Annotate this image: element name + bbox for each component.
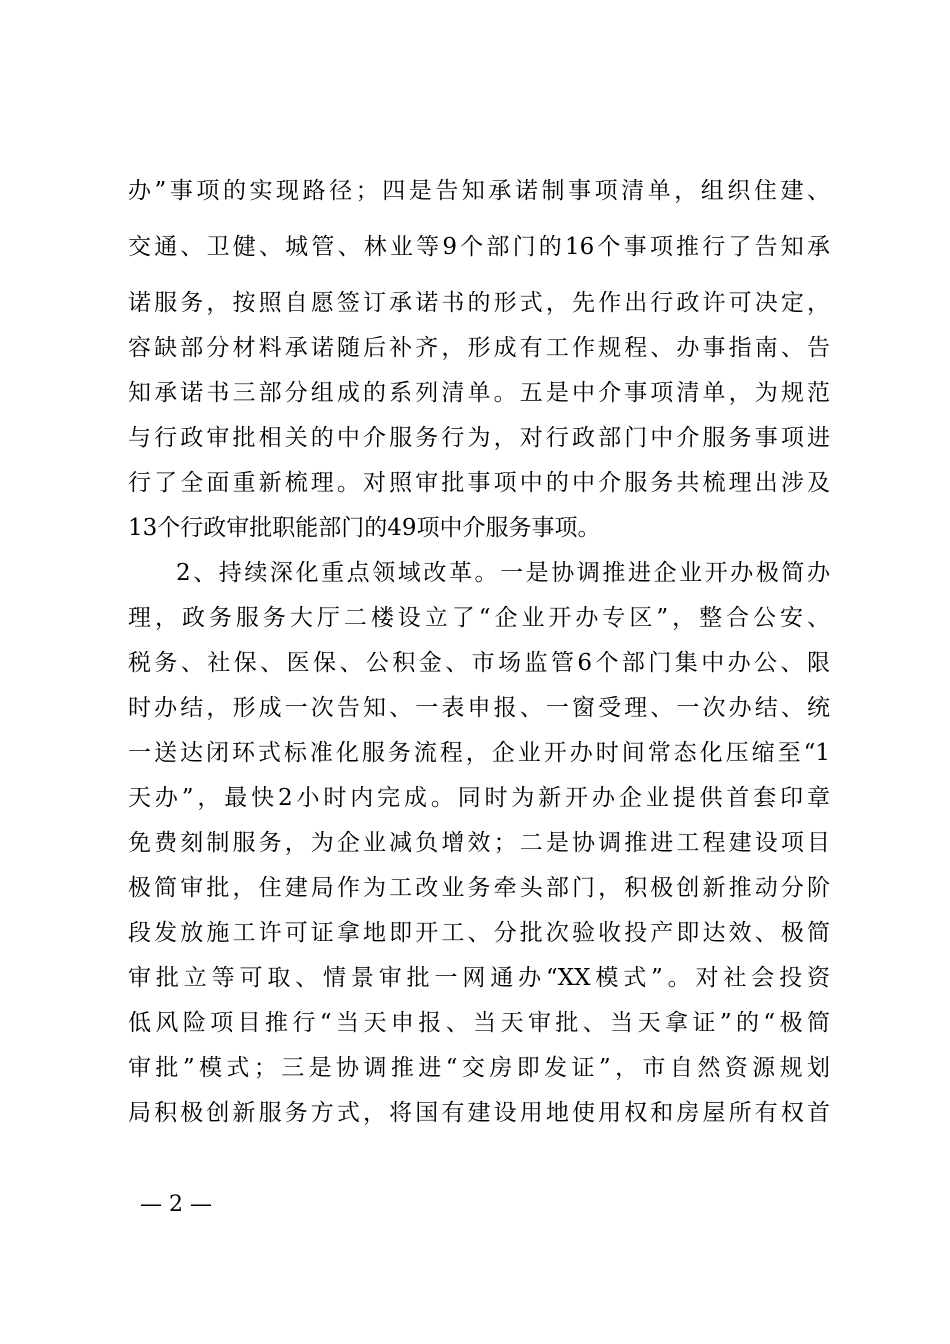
paragraph-1-line-5: 知承诺书三部分组成的系列清单。五是中介事项清单，为规范 — [128, 380, 830, 406]
paragraph-2-line-7: 免费刻制服务，为企业减负增效；二是协调推进工程建设项目 — [128, 830, 830, 856]
paragraph-2-line-8: 极简审批，住建局作为工改业务牵头部门，积极创新推动分阶 — [128, 875, 830, 901]
paragraph-1-line-8: 13个行政审批职能部门的49项中介服务事项。 — [128, 515, 601, 541]
paragraph-1-line-3: 诺服务，按照自愿签订承诺书的形式，先作出行政许可决定， — [128, 290, 830, 316]
paragraph-2-line-13: 局积极创新服务方式，将国有建设用地使用权和房屋所有权首 — [128, 1100, 830, 1126]
paragraph-1-line-2: 交通、卫健、城管、林业等9个部门的16个事项推行了告知承 — [128, 234, 830, 260]
paragraph-2-line-9: 段发放施工许可证拿地即开工、分批次验收投产即达效、极简 — [128, 920, 830, 946]
paragraph-2-line-4: 时办结，形成一次告知、一表申报、一窗受理、一次办结、统 — [128, 695, 830, 721]
paragraph-2-line-3: 税务、社保、医保、公积金、市场监管6个部门集中办公、限 — [128, 650, 830, 676]
paragraph-2-line-2: 理，政务服务大厅二楼设立了“企业开办专区”，整合公安、 — [128, 605, 830, 631]
paragraph-2-line-1: 2、持续深化重点领域改革。一是协调推进企业开办极简办 — [176, 560, 830, 586]
paragraph-2-line-12: 审批”模式；三是协调推进“交房即发证”，市自然资源规划 — [128, 1055, 830, 1081]
page-number: — 2 — — [140, 1192, 212, 1217]
paragraph-1-line-4: 容缺部分材料承诺随后补齐，形成有工作规程、办事指南、告 — [128, 335, 830, 361]
paragraph-1-line-1: 办”事项的实现路径；四是告知承诺制事项清单，组织住建、 — [128, 178, 830, 204]
paragraph-2-line-10: 审批立等可取、情景审批一网通办“XX模式”。对社会投资 — [128, 965, 830, 991]
paragraph-2-line-6: 天办”，最快2小时内完成。同时为新开办企业提供首套印章 — [128, 785, 830, 811]
paragraph-2-line-11: 低风险项目推行“当天申报、当天审批、当天拿证”的“极简 — [128, 1010, 830, 1036]
paragraph-1-line-6: 与行政审批相关的中介服务行为，对行政部门中介服务事项进 — [128, 425, 830, 451]
paragraph-1-line-7: 行了全面重新梳理。对照审批事项中的中介服务共梳理出涉及 — [128, 470, 830, 496]
paragraph-2-line-5: 一送达闭环式标准化服务流程，企业开办时间常态化压缩至“1 — [128, 740, 830, 766]
